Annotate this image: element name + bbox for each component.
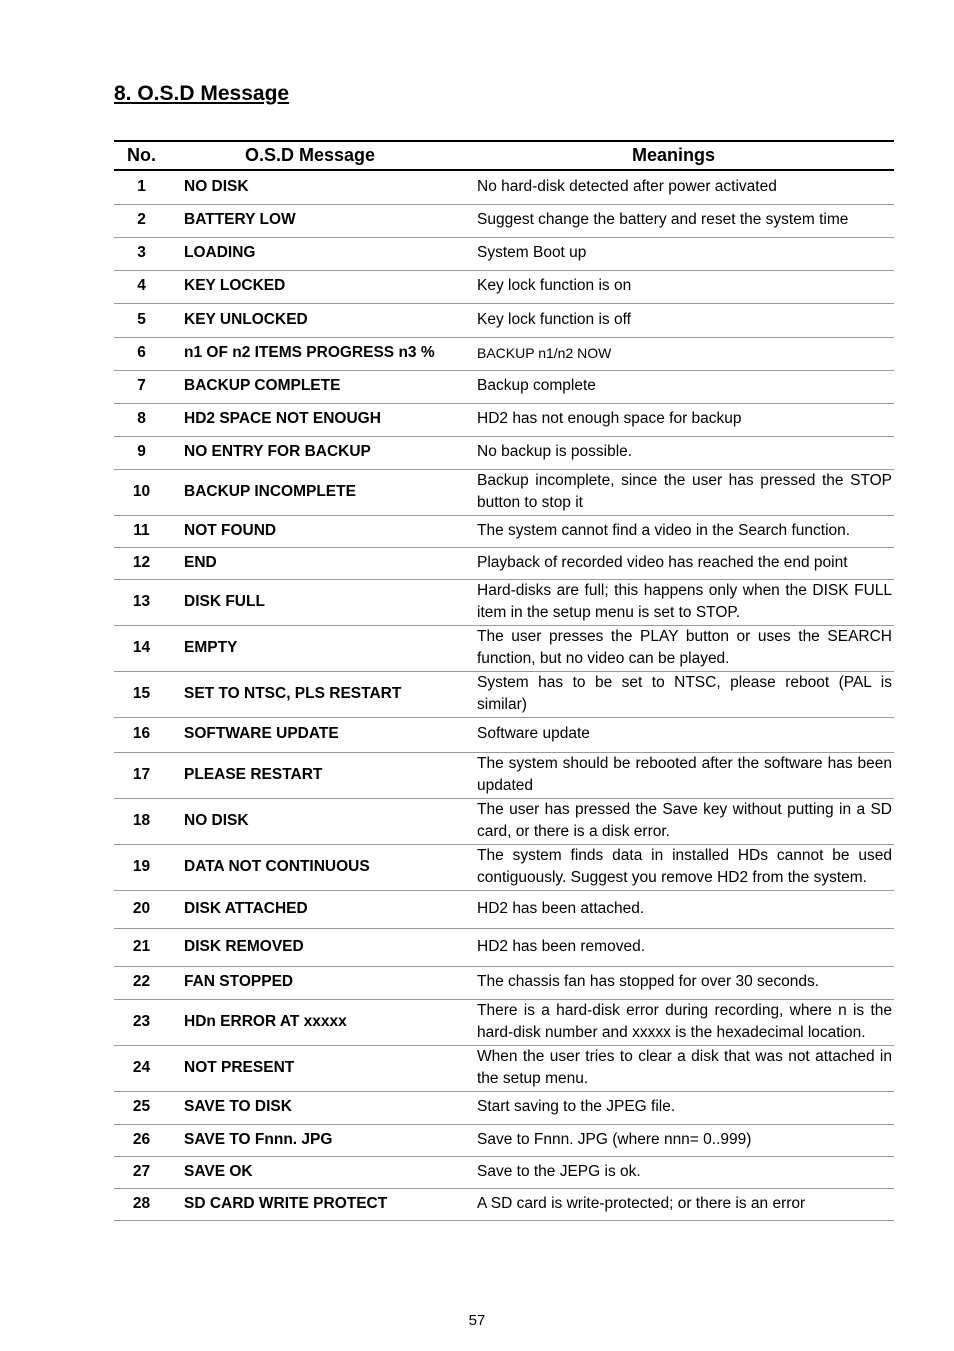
meaning-cell: HD2 has been removed. <box>469 928 894 966</box>
osd-message-cell: HD2 SPACE NOT ENOUGH <box>169 403 469 436</box>
row-number: 26 <box>114 1124 169 1156</box>
meaning-cell: HD2 has been attached. <box>469 890 894 928</box>
osd-message-cell: KEY UNLOCKED <box>169 303 469 337</box>
osd-message-cell: PLEASE RESTART <box>169 752 469 798</box>
osd-message-table <box>114 140 894 1221</box>
meaning-cell: Start saving to the JPEG file. <box>469 1091 894 1124</box>
meaning-cell: A SD card is write-protected; or there is an error <box>469 1188 894 1220</box>
osd-message-cell: NO DISK <box>169 170 469 204</box>
table-row <box>114 890 894 928</box>
row-number: 3 <box>114 237 169 270</box>
row-number: 27 <box>114 1156 169 1188</box>
table-row <box>114 547 894 579</box>
table-row <box>114 403 894 436</box>
osd-message-cell: SAVE OK <box>169 1156 469 1188</box>
row-number: 8 <box>114 403 169 436</box>
row-number: 23 <box>114 999 169 1045</box>
osd-message-cell: FAN STOPPED <box>169 966 469 999</box>
row-number: 19 <box>114 844 169 890</box>
table-row <box>114 579 894 625</box>
osd-message-cell: NO ENTRY FOR BACKUP <box>169 436 469 469</box>
header-osd-message: O.S.D Message <box>169 141 469 170</box>
table-body <box>114 170 894 1220</box>
table-row <box>114 752 894 798</box>
table-row <box>114 717 894 752</box>
osd-message-cell: BACKUP INCOMPLETE <box>169 469 469 515</box>
meaning-cell: There is a hard-disk error during recording, where n is the hard-disk number and xxxxx is the hexadecimal location. <box>469 999 894 1045</box>
row-number: 10 <box>114 469 169 515</box>
table-row <box>114 170 894 204</box>
table-row <box>114 469 894 515</box>
row-number: 15 <box>114 671 169 717</box>
meaning-cell: Backup incomplete, since the user has pressed the STOP button to stop it <box>469 469 894 515</box>
meaning-cell: Backup complete <box>469 370 894 403</box>
table-row <box>114 844 894 890</box>
osd-message-cell: DISK FULL <box>169 579 469 625</box>
row-number: 4 <box>114 270 169 303</box>
row-number: 24 <box>114 1045 169 1091</box>
row-number: 1 <box>114 170 169 204</box>
meaning-cell: Save to the JEPG is ok. <box>469 1156 894 1188</box>
meaning-cell: Hard-disks are full; this happens only when the DISK FULL item in the setup menu is set to STOP. <box>469 579 894 625</box>
meaning-cell: Save to Fnnn. JPG (where nnn= 0..999) <box>469 1124 894 1156</box>
table-row <box>114 1188 894 1220</box>
meaning-cell: The user presses the PLAY button or uses the SEARCH function, but no video can be played. <box>469 625 894 671</box>
header-row <box>114 141 894 170</box>
table-header <box>114 141 894 170</box>
meaning-cell: Key lock function is off <box>469 303 894 337</box>
row-number: 20 <box>114 890 169 928</box>
osd-message-cell: NOT FOUND <box>169 515 469 547</box>
osd-message-cell: DATA NOT CONTINUOUS <box>169 844 469 890</box>
meaning-cell: System Boot up <box>469 237 894 270</box>
row-number: 21 <box>114 928 169 966</box>
osd-message-cell: SAVE TO DISK <box>169 1091 469 1124</box>
row-number: 11 <box>114 515 169 547</box>
row-number: 13 <box>114 579 169 625</box>
osd-message-cell: EMPTY <box>169 625 469 671</box>
osd-message-cell: n1 OF n2 ITEMS PROGRESS n3 % <box>169 337 469 370</box>
row-number: 14 <box>114 625 169 671</box>
table-row <box>114 1045 894 1091</box>
meaning-cell: The system finds data in installed HDs cannot be used contiguously. Suggest you remove HD2 from the system. <box>469 844 894 890</box>
table-row <box>114 303 894 337</box>
osd-message-cell: END <box>169 547 469 579</box>
table-row <box>114 1124 894 1156</box>
page-number: 57 <box>468 1312 486 1329</box>
table-row <box>114 515 894 547</box>
table-row <box>114 270 894 303</box>
table-row <box>114 671 894 717</box>
osd-message-cell: LOADING <box>169 237 469 270</box>
table-row <box>114 999 894 1045</box>
osd-message-cell: SAVE TO Fnnn. JPG <box>169 1124 469 1156</box>
row-number: 22 <box>114 966 169 999</box>
meaning-cell: The user has pressed the Save key without putting in a SD card, or there is a disk error. <box>469 798 894 844</box>
osd-message-cell: SOFTWARE UPDATE <box>169 717 469 752</box>
meaning-cell: System has to be set to NTSC, please reboot (PAL is similar) <box>469 671 894 717</box>
meaning-cell: BACKUP n1/n2 NOW <box>469 337 894 370</box>
row-number: 18 <box>114 798 169 844</box>
osd-message-cell: BATTERY LOW <box>169 204 469 237</box>
osd-message-cell: NOT PRESENT <box>169 1045 469 1091</box>
meaning-cell: When the user tries to clear a disk that was not attached in the setup menu. <box>469 1045 894 1091</box>
meaning-cell: Key lock function is on <box>469 270 894 303</box>
osd-message-cell: NO DISK <box>169 798 469 844</box>
table-row <box>114 204 894 237</box>
header-meanings: Meanings <box>469 141 894 170</box>
osd-message-cell: DISK ATTACHED <box>169 890 469 928</box>
row-number: 9 <box>114 436 169 469</box>
meaning-cell: No backup is possible. <box>469 436 894 469</box>
osd-message-cell: KEY LOCKED <box>169 270 469 303</box>
page-title: 8. O.S.D Message <box>114 82 290 105</box>
osd-message-cell: HDn ERROR AT xxxxx <box>169 999 469 1045</box>
table-row <box>114 237 894 270</box>
table-row <box>114 928 894 966</box>
table-row <box>114 798 894 844</box>
table-row <box>114 436 894 469</box>
table-row <box>114 1156 894 1188</box>
meaning-cell: Playback of recorded video has reached the end point <box>469 547 894 579</box>
osd-message-cell: SET TO NTSC, PLS RESTART <box>169 671 469 717</box>
table-row <box>114 337 894 370</box>
table-row <box>114 966 894 999</box>
row-number: 7 <box>114 370 169 403</box>
meaning-cell: Suggest change the battery and reset the system time <box>469 204 894 237</box>
meaning-cell: HD2 has not enough space for backup <box>469 403 894 436</box>
meaning-cell: The chassis fan has stopped for over 30 seconds. <box>469 966 894 999</box>
meaning-cell: The system cannot find a video in the Search function. <box>469 515 894 547</box>
osd-message-cell: DISK REMOVED <box>169 928 469 966</box>
row-number: 5 <box>114 303 169 337</box>
row-number: 25 <box>114 1091 169 1124</box>
row-number: 2 <box>114 204 169 237</box>
table-row <box>114 1091 894 1124</box>
osd-message-cell: SD CARD WRITE PROTECT <box>169 1188 469 1220</box>
row-number: 6 <box>114 337 169 370</box>
row-number: 16 <box>114 717 169 752</box>
header-no: No. <box>114 141 169 170</box>
osd-message-cell: BACKUP COMPLETE <box>169 370 469 403</box>
meaning-cell: The system should be rebooted after the software has been updated <box>469 752 894 798</box>
row-number: 17 <box>114 752 169 798</box>
table-row <box>114 625 894 671</box>
row-number: 28 <box>114 1188 169 1220</box>
meaning-cell: No hard-disk detected after power activated <box>469 170 894 204</box>
row-number: 12 <box>114 547 169 579</box>
table-row <box>114 370 894 403</box>
meaning-cell: Software update <box>469 717 894 752</box>
